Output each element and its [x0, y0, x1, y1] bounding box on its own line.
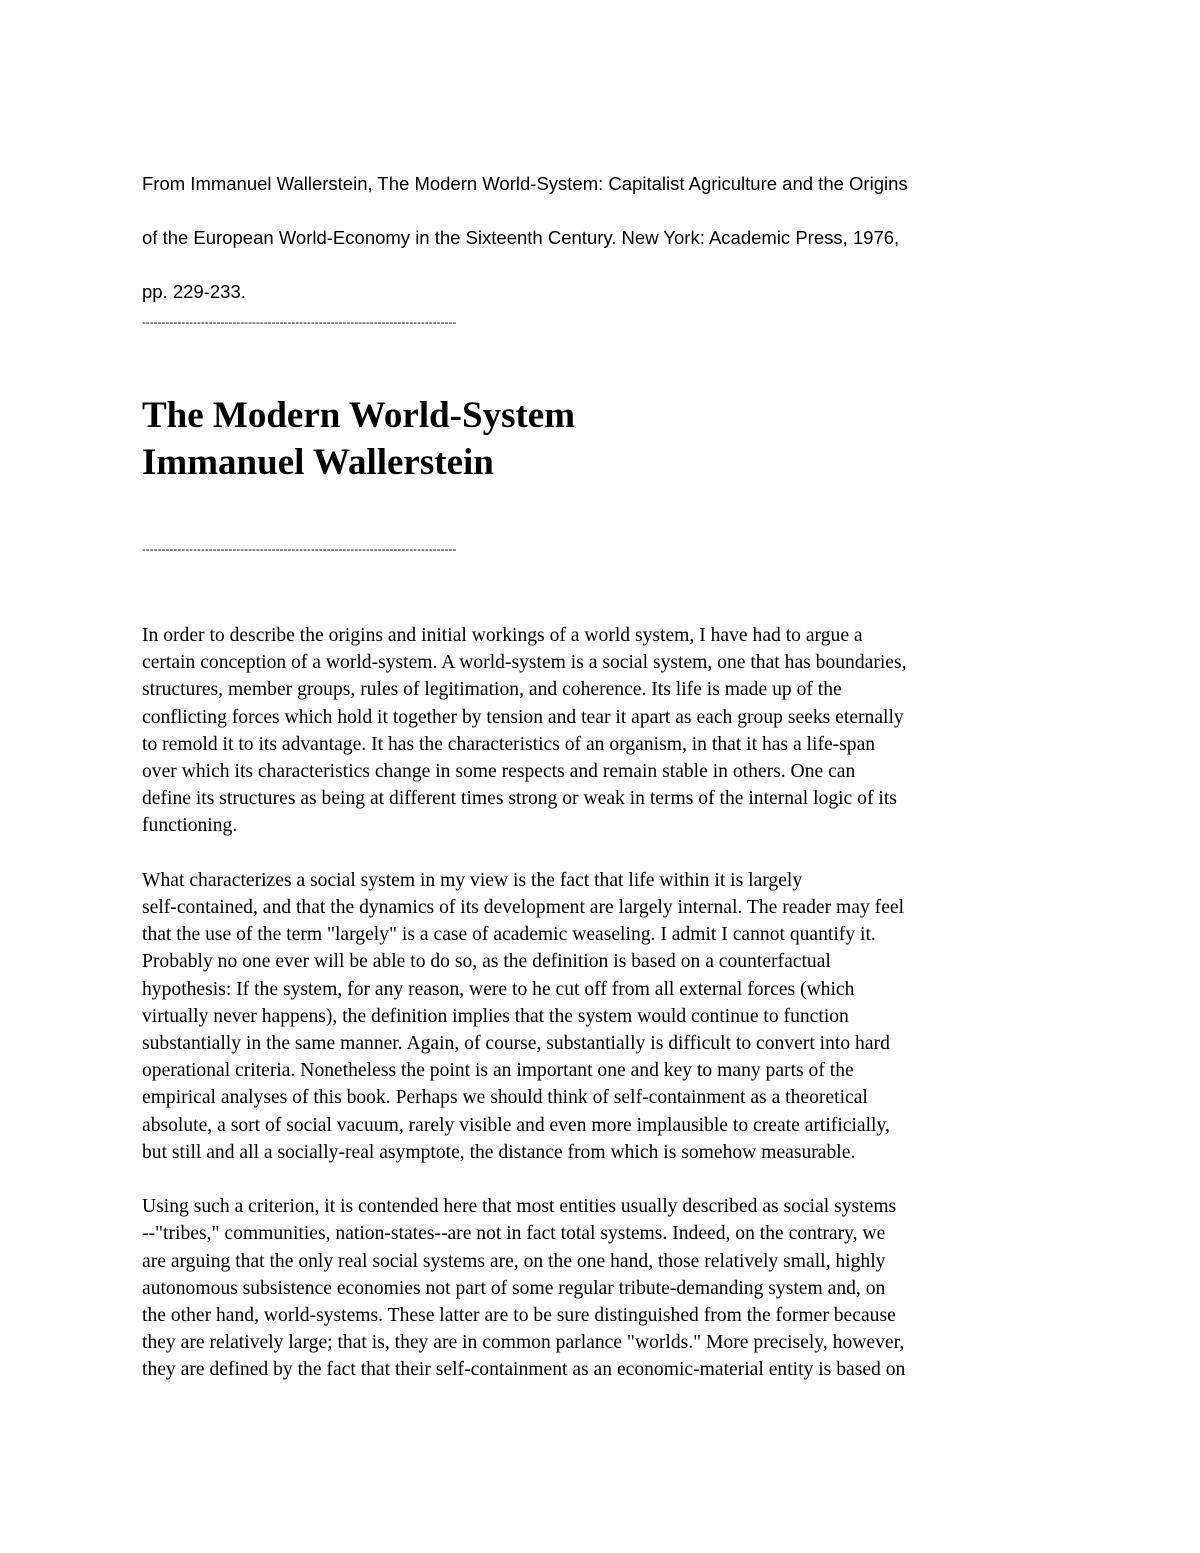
text-line: empirical analyses of this book. Perhaps we should think of self-containment as a theoretical	[142, 1087, 868, 1109]
text-line: conflicting forces which hold it together by tension and tear it apart as each group seeks eternally	[142, 706, 904, 728]
text-line: In order to describe the origins and initial workings of a world system, I have had to argue a	[142, 625, 863, 646]
text-line: the other hand, world-systems. These latter are to be sure distinguished from the former because	[142, 1305, 896, 1327]
body-text	[142, 622, 1067, 1411]
paragraph-1	[142, 622, 1067, 840]
document-title: The Modern World-System	[142, 395, 576, 436]
text-line: virtually never happens), the definition implies that the system would continue to function	[142, 1005, 849, 1027]
text-line: functioning.	[142, 815, 238, 837]
text-line: --"tribes," communities, nation-states--are not in fact total systems. Indeed, on the contrary, we	[142, 1223, 886, 1245]
text-line: over which its characteristics change in some respects and remain stable in others. One can	[142, 761, 856, 783]
text-line: certain conception of a world-system. A world-system is a social system, one that has boundaries,	[142, 652, 907, 674]
text-line: autonomous subsistence economies not part of some regular tribute-demanding system and, on	[142, 1277, 886, 1299]
text-line: that the use of the term "largely" is a case of academic weaseling. I admit I cannot quantify it.	[142, 924, 876, 946]
document-author: Immanuel Wallerstein	[142, 442, 494, 483]
text-line: they are relatively large; that is, they are in common parlance "worlds." More precisely, however,	[142, 1332, 905, 1354]
text-line: Using such a criterion, it is contended here that most entities usually described as social systems	[142, 1196, 897, 1218]
text-line: absolute, a sort of social vacuum, rarely visible and even more implausible to create artificially,	[142, 1114, 890, 1136]
text-line: substantially in the same manner. Again, of course, substantially is difficult to convert into hard	[142, 1033, 890, 1055]
paragraph-2	[142, 867, 1067, 1166]
text-line: Probably no one ever will be able to do so, as the definition is based on a counterfactual	[142, 951, 831, 973]
paragraph-3	[142, 1193, 1067, 1383]
citation-line: of the European World-Economy in the Sixteenth Century. New York: Academic Press, 1976,	[142, 227, 900, 248]
text-line: What characterizes a social system in my view is the fact that life within it is largely	[142, 869, 803, 891]
text-line: are arguing that the only real social systems are, on the one hand, those relatively small, highly	[142, 1250, 886, 1272]
citation-line: From Immanuel Wallerstein, The Modern World-System: Capitalist Agriculture and the Origins	[142, 173, 908, 194]
separator-bottom: --------------------------------------------------------------------------------	[142, 544, 457, 556]
text-line: to remold it to its advantage. It has the characteristics of an organism, in that it has a life-span	[142, 733, 876, 755]
text-line: but still and all a socially-real asymptote, the distance from which is somehow measurable.	[142, 1141, 856, 1163]
text-line: hypothesis: If the system, for any reason, were to he cut off from all external forces (which	[142, 978, 855, 1000]
text-line: define its structures as being at different times strong or weak in terms of the internal logic of its	[142, 788, 897, 810]
text-line: operational criteria. Nonetheless the point is an important one and key to many parts of the	[142, 1060, 854, 1082]
title-block	[142, 392, 1042, 486]
text-line: structures, member groups, rules of legitimation, and coherence. Its life is made up of the	[142, 679, 842, 701]
separator-top: --------------------------------------------------------------------------------	[142, 317, 457, 329]
citation-line: pp. 229-233.	[142, 281, 246, 302]
text-line: they are defined by the fact that their self-containment as an economic-material entity is based on	[142, 1359, 906, 1381]
source-citation	[142, 143, 1062, 332]
text-line: self-contained, and that the dynamics of its development are largely internal. The reader may feel	[142, 897, 905, 919]
